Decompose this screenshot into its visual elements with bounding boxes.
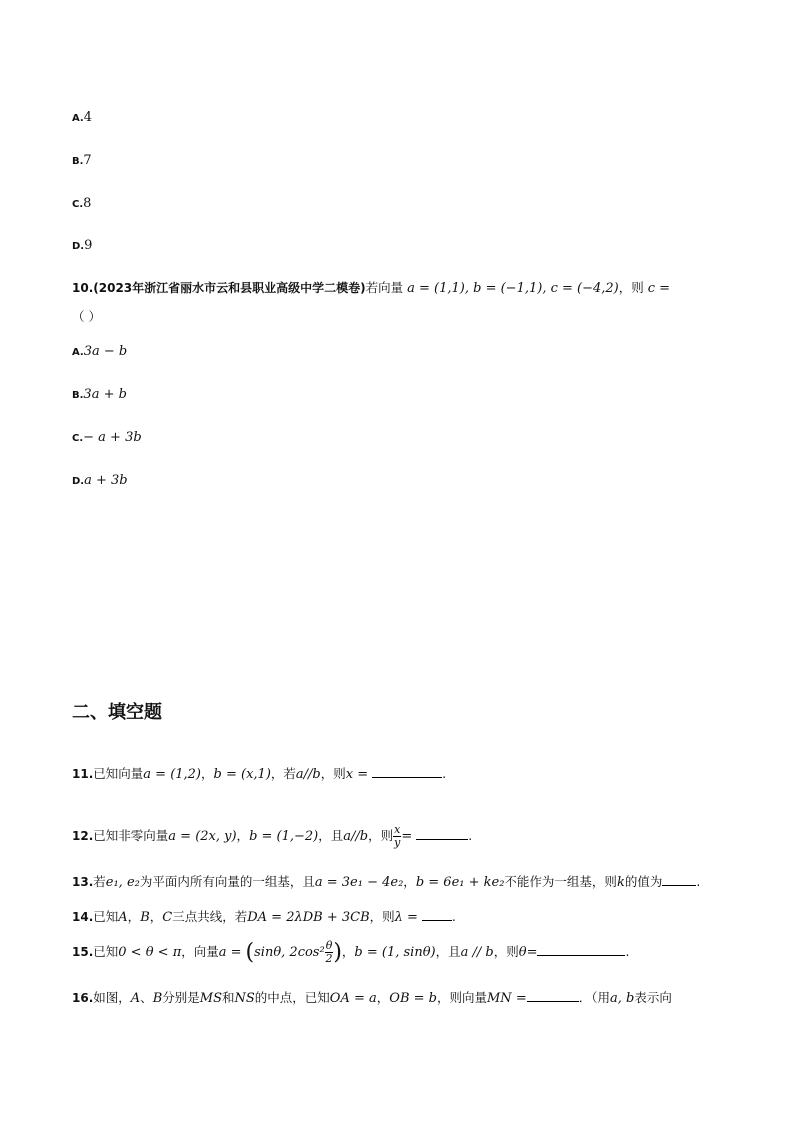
text: . <box>625 944 630 960</box>
math: θ= <box>518 945 538 961</box>
fraction-numerator: θ <box>325 939 333 952</box>
math: = <box>401 829 413 845</box>
math: a = (2x, y) <box>168 829 237 845</box>
text: ，若 <box>270 766 296 781</box>
math: a = 3e₁ − 4e₂ <box>314 875 404 890</box>
section-title: 二、填空题 <box>72 702 162 723</box>
question-number: 15. <box>72 945 94 960</box>
question-13 <box>72 872 700 890</box>
text: 已知 <box>93 944 119 960</box>
text: 不能作为一组基，则 <box>504 874 617 889</box>
math: MS <box>199 991 222 1006</box>
option-value: − a + 3b <box>83 430 142 445</box>
answer-blank[interactable] <box>662 873 696 886</box>
text: ，则向量 <box>436 990 487 1005</box>
math: b = (x,1) <box>213 767 271 782</box>
option-value: 8 <box>83 196 92 211</box>
math: a = (1,2) <box>143 767 202 782</box>
question-math: a = (1,1), b = (−1,1), c = (−4,2) <box>407 281 619 296</box>
option-label: A. <box>72 113 84 124</box>
question-number: 14. <box>72 910 94 924</box>
text: . <box>451 909 456 924</box>
answer-blank[interactable] <box>422 908 452 921</box>
question-tail-math: c = <box>647 281 671 296</box>
math: a//b <box>295 767 321 782</box>
text: 表示向 <box>634 990 672 1005</box>
question-number: 10. <box>72 281 94 295</box>
prev-option-d <box>72 234 92 253</box>
q10-option-c[interactable] <box>72 426 142 445</box>
option-label: A. <box>72 347 84 358</box>
question-source: (2023年浙江省丽水市云和县职业高级中学二模卷) <box>93 281 366 295</box>
option-label: B. <box>72 390 84 401</box>
text: ， <box>149 909 163 924</box>
math: C <box>162 910 173 925</box>
q10-option-b[interactable] <box>72 383 127 402</box>
question-10-paren: （ ） <box>72 309 101 324</box>
answer-blank[interactable] <box>416 827 468 840</box>
answer-blank[interactable] <box>527 989 579 1002</box>
math: 0 < θ < π <box>118 945 182 961</box>
q10-option-a[interactable] <box>72 340 127 359</box>
text: ， <box>376 990 390 1005</box>
math: NS <box>234 991 255 1006</box>
text: ，向量 <box>181 944 219 960</box>
math: A <box>118 910 128 925</box>
text: ，且 <box>435 944 461 960</box>
option-label: C. <box>72 433 84 444</box>
text: ．（用 <box>578 990 610 1005</box>
question-12 <box>72 824 472 849</box>
math: a, b <box>609 991 635 1006</box>
text: ，则 <box>368 828 394 844</box>
question-10 <box>72 278 670 296</box>
math: a//b <box>343 829 369 845</box>
answer-blank[interactable] <box>372 765 442 778</box>
text: . <box>442 766 447 781</box>
text: 的中点，已知 <box>254 990 330 1005</box>
text: 若 <box>93 874 106 889</box>
option-label: B. <box>72 156 84 167</box>
math: a // b <box>460 945 494 961</box>
text: 如图， <box>93 990 131 1005</box>
prev-option-a <box>72 106 92 125</box>
text: ， <box>236 828 250 844</box>
math: b = 6e₁ + ke₂ <box>415 875 505 890</box>
option-label: C. <box>72 199 84 210</box>
text: ， <box>201 766 214 781</box>
option-value: 4 <box>83 110 93 125</box>
math: k <box>616 875 625 890</box>
math: A <box>130 991 141 1006</box>
question-text: 若向量 <box>365 280 404 295</box>
text: ，则 <box>493 944 519 960</box>
question-number: 12. <box>72 829 94 844</box>
question-16 <box>72 988 672 1006</box>
option-label: D. <box>72 476 85 487</box>
math: λ = <box>394 910 418 925</box>
math: DA = 2λDB + 3CB <box>247 910 370 925</box>
text: 的值为 <box>624 874 663 889</box>
math: e₁, e₂ <box>105 875 140 890</box>
math: a = <box>218 945 242 961</box>
text: ，且 <box>318 828 344 844</box>
question-11 <box>72 764 446 782</box>
question-number: 16. <box>72 991 94 1005</box>
text: ， <box>127 909 141 924</box>
text: ， <box>341 944 355 960</box>
text: 为平面内所有向量的一组基，且 <box>139 874 315 889</box>
math: b = (1, sinθ) <box>354 945 436 961</box>
math: MN = <box>487 991 527 1006</box>
fraction-numerator: x <box>394 823 401 836</box>
text: 分别是 <box>162 990 200 1005</box>
paren-close: ) <box>333 940 342 966</box>
text: ，则 <box>320 766 346 781</box>
text: 已知 <box>93 909 119 924</box>
question-number: 13. <box>72 875 94 889</box>
prev-option-c <box>72 192 91 211</box>
text: 、 <box>140 990 153 1005</box>
answer-blank[interactable] <box>537 943 625 956</box>
text: . <box>468 828 473 844</box>
text: 三点共线，若 <box>172 909 248 924</box>
text: 已知非零向量 <box>93 828 169 844</box>
option-value: 9 <box>84 238 93 253</box>
q10-option-d[interactable] <box>72 469 128 488</box>
text: 和 <box>221 990 235 1005</box>
text: 已知向量 <box>93 766 144 781</box>
paren-open: ( <box>245 940 255 966</box>
option-label: D. <box>72 241 85 252</box>
text: . <box>696 874 701 889</box>
math: x = <box>345 767 369 782</box>
option-value: a + 3b <box>84 473 128 488</box>
option-value: 3a + b <box>83 387 127 402</box>
math: sinθ, 2cos² <box>254 945 325 961</box>
math: B <box>140 910 150 925</box>
text: ， <box>403 874 416 889</box>
fraction-denominator: 2 <box>325 952 333 966</box>
prev-option-b <box>72 149 92 168</box>
math: b = (1,−2) <box>249 829 319 845</box>
question-text-after: ，则 <box>618 280 644 295</box>
text: ，则 <box>369 909 395 924</box>
option-value: 7 <box>83 153 92 168</box>
question-15 <box>72 940 629 965</box>
math: OB = b <box>389 991 437 1006</box>
fraction-denominator: y <box>394 836 401 850</box>
question-number: 11. <box>72 767 94 781</box>
option-value: 3a − b <box>83 344 128 359</box>
question-14 <box>72 907 456 925</box>
math: OA = a <box>329 991 377 1006</box>
math: B <box>152 991 163 1006</box>
